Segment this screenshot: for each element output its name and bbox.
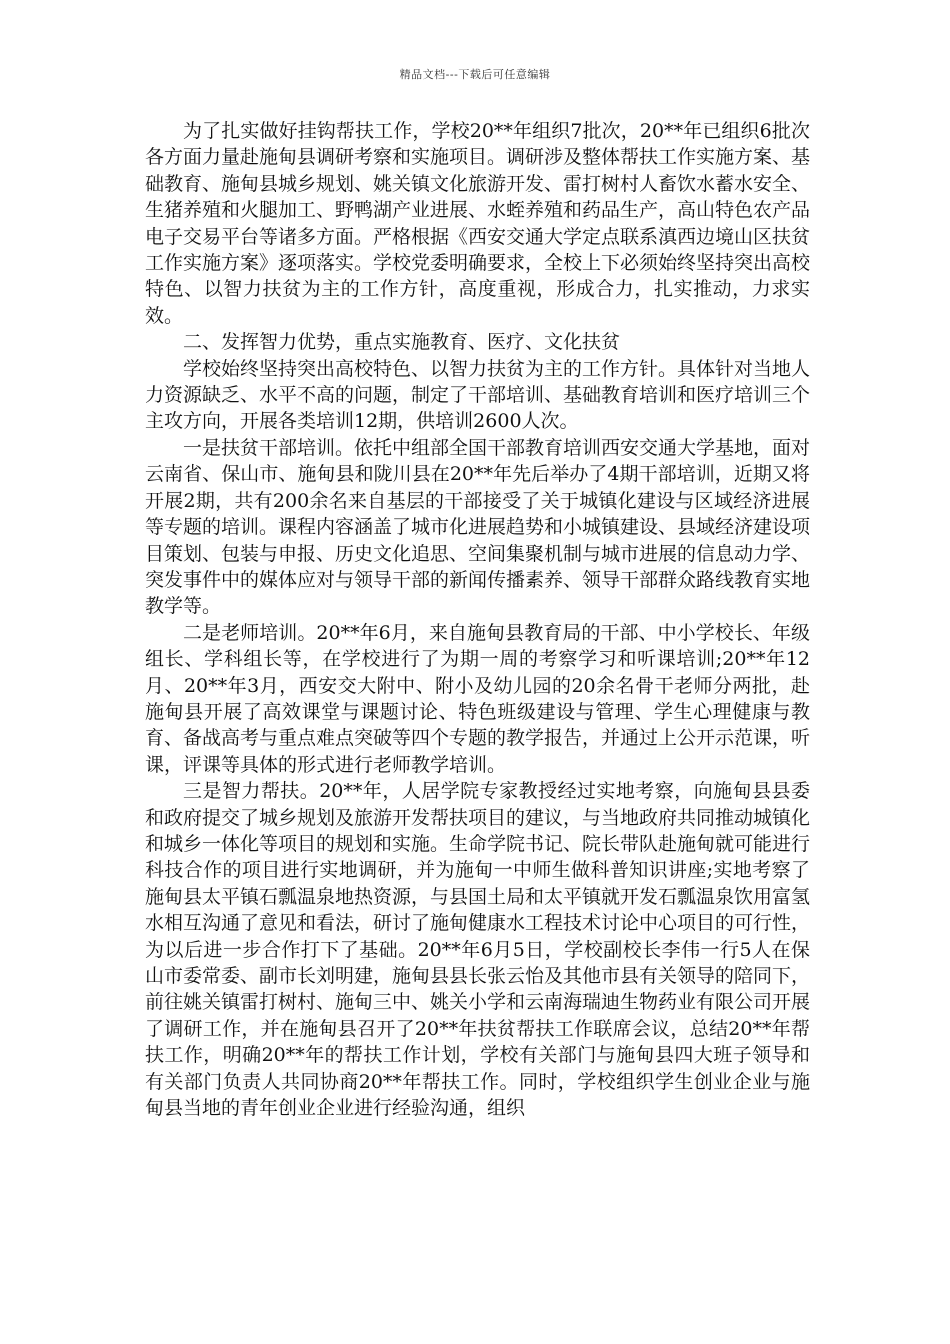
paragraph-overview: 学校始终坚持突出高校特色、以智力扶贫为主的工作方针。具体针对当地人力资源缺乏、水平不高的问题，制定了干部培训、基础教育培训和医疗培训三个主攻方向，开展各类培训12期，供培训2600人次。	[145, 357, 811, 433]
paragraph-intellectual-aid: 三是智力帮扶。20**年，人居学院专家教授经过实地考察，向施甸县县委和政府提交了城乡规划及旅游开发帮扶项目的建议，与当地政府共同推动城镇化和城乡一体化等项目的规划和实施。生命学院书记、院长带队赴施甸就可能进行科技合作的项目进行实地调研，并为施甸一中师生做科普知识讲座;实地考察了施甸县太平镇石瓢温泉地热资源，与县国土局和太平镇就开发石瓢温泉饮用富氢水相互沟通了意见和看法，研讨了施甸健康水工程技术讨论中心项目的可行性，为以后进一步合作打下了基础。20**年6月5日，学校副校长李伟一行5人在保山市委常委、副市长刘明建，施甸县县长张云怡及其他市县有关领导的陪同下，前往姚关镇雷打树村、施甸三中、姚关小学和云南海瑞迪生物药业有限公司开展了调研工作，并在施甸县召开了20**年扶贫帮扶工作联席会议，总结20**年帮扶工作，明确20**年的帮扶工作计划，学校有关部门与施甸县四大班子领导和有关部门负责人共同协商20**年帮扶工作。同时，学校组织学生创业企业与施甸县当地的青年创业企业进行经验沟通，组织	[145, 780, 811, 1120]
paragraph-intro: 为了扎实做好挂钩帮扶工作，学校20**年组织7批次，20**年已组织6批次各方面力量赴施甸县调研考察和实施项目。调研涉及整体帮扶工作实施方案、基础教育、施甸县城乡规划、姚关镇文化旅游开发、雷打树村人畜饮水蓄水安全、生猪养殖和火腿加工、野鸭湖产业进展、水蛭养殖和药品生产，高山特色农产品电子交易平台等诸多方面。严格根据《西安交通大学定点联系滇西边境山区扶贫工作实施方案》逐项落实。学校党委明确要求，全校上下必须始终坚持突出高校特色、以智力扶贫为主的工作方针，高度重视，形成合力，扎实推动，力求实效。	[145, 120, 811, 327]
section-heading: 二、发挥智力优势，重点实施教育、医疗、文化扶贫	[183, 331, 621, 354]
document-body	[145, 118, 810, 1121]
page-header: 精品文档---下载后可任意编辑	[399, 68, 551, 81]
paragraph-cadre-training: 一是扶贫干部培训。依托中组部全国干部教育培训西安交通大学基地，面对云南省、保山市、施甸县和陇川县在20**年先后举办了4期干部培训，近期又将开展2期，共有200余名来自基层的干部接受了关于城镇化建设与区域经济进展等专题的培训。课程内容涵盖了城市化进展趋势和小城镇建设、县域经济建设项目策划、包装与申报、历史文化追思、空间集聚机制与城市进展的信息动力学、突发事件中的媒体应对与领导干部的新闻传播素养、领导干部群众路线教育实地教学等。	[145, 436, 811, 618]
paragraph-teacher-training: 二是老师培训。20**年6月，来自施甸县教育局的干部、中小学校长、年级组长、学科组长等，在学校进行了为期一周的考察学习和听课培训;20**年12月、20**年3月，西安交大附中、附小及幼儿园的20余名骨干老师分两批，赴施甸县开展了高效课堂与课题讨论、特色班级建设与管理、学生心理健康与教育、备战高考与重点难点突破等四个专题的教学报告，并通过上公开示范课，听课，评课等具体的形式进行老师教学培训。	[145, 621, 811, 776]
